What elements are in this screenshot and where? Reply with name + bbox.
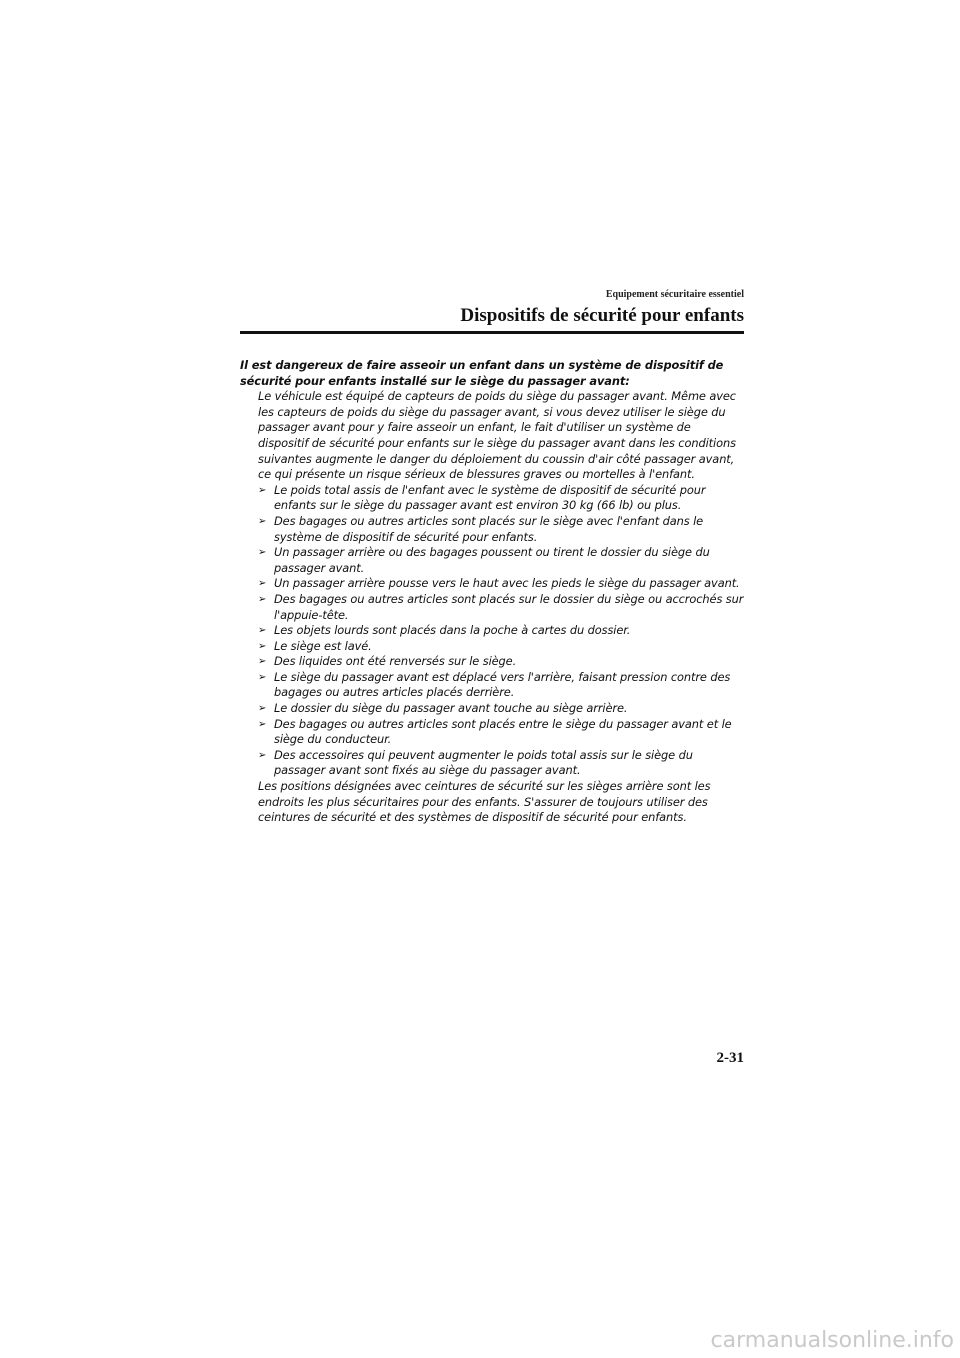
list-item-text: Des bagages ou autres articles sont placés sur le siège avec l'enfant dans le système de dispositif de sécurité pour enfants. (274, 513, 704, 544)
list-item-text: Les objets lourds sont placés dans la poche à cartes du dossier. (274, 623, 631, 638)
warning-closing: Les positions désignées avec ceintures de sécurité sur les sièges arrière sont les endroits les plus sécuritaires pour des enfants. S'assurer de toujours utiliser des ceintures de sécurité et des systèmes de dispositif de sécurité pour enfants. (258, 779, 711, 825)
list-item (258, 639, 744, 655)
list-item-text: Un passager arrière ou des bagages poussent ou tirent le dossier du siège du passager avant. (274, 545, 710, 575)
list-item-text: Le siège du passager avant est déplacé vers l'arrière, faisant pression contre des bagages ou autres articles placés derrière. (274, 669, 731, 700)
list-item-text: Des accessoires qui peuvent augmenter le poids total assis sur le siège du passager avant sont fixés au siège du passager avant. (274, 747, 693, 778)
list-item (258, 483, 744, 514)
list-item-text: Des bagages ou autres articles sont placés sur le dossier du siège ou accrochés sur l'appuie-tête. (274, 591, 744, 622)
list-item-text: Le dossier du siège du passager avant touche au siège arrière. (274, 701, 628, 716)
arrow-bullet-icon: ➢ (258, 656, 267, 668)
list-item-text: Un passager arrière pousse vers le haut avec les pieds le siège du passager avant. (274, 576, 740, 591)
list-item (258, 717, 744, 748)
warning-block (240, 358, 744, 826)
arrow-bullet-icon: ➢ (258, 593, 267, 605)
arrow-bullet-icon: ➢ (258, 484, 267, 496)
list-item (258, 545, 744, 576)
list-item-text: Des liquides ont été renversés sur le siège. (274, 654, 517, 669)
arrow-bullet-icon: ➢ (258, 578, 267, 590)
chapter-title: Dispositifs de sécurité pour enfants (460, 305, 744, 326)
arrow-bullet-icon: ➢ (258, 640, 267, 652)
arrow-bullet-icon: ➢ (258, 703, 267, 715)
list-item-text: Le poids total assis de l'enfant avec le système de dispositif de sécurité pour enfants sur le siège du passager avant est environ 30 kg (66 lb) ou plus. (274, 482, 706, 513)
page-number: 2-31 (716, 1050, 744, 1066)
list-item (258, 576, 744, 592)
list-item (258, 748, 744, 779)
arrow-bullet-icon: ➢ (258, 718, 267, 730)
header-divider (240, 331, 744, 334)
list-item (258, 654, 744, 670)
list-item-text: Le siège est lavé. (274, 638, 372, 653)
arrow-bullet-icon: ➢ (258, 625, 267, 637)
list-item-text: Des bagages ou autres articles sont placés entre le siège du passager avant et le siège du conducteur. (274, 716, 732, 747)
warning-heading: Il est dangereux de faire asseoir un enfant dans un système de dispositif de sécurité pour enfants installé sur le siège du passager avant: (240, 358, 724, 388)
list-item (258, 670, 744, 701)
condition-list (240, 483, 744, 779)
list-item (258, 514, 744, 545)
arrow-bullet-icon: ➢ (258, 749, 267, 761)
arrow-bullet-icon: ➢ (258, 671, 267, 683)
arrow-bullet-icon: ➢ (258, 515, 267, 527)
list-item (258, 701, 744, 717)
section-label: Equipement sécuritaire essentiel (605, 289, 744, 300)
watermark-link[interactable]: carmanualsonline.info (710, 1328, 954, 1353)
warning-intro: Le véhicule est équipé de capteurs de poids du siège du passager avant. Même avec les capteurs de poids du siège du passager avant, si vous devez utiliser le siège du passager avant pour y faire asseoir un enfant, le fait d'utiliser un système de dispositif de sécurité pour enfants sur le siège du passager avant dans les conditions suivantes augmente le danger du déploiement du coussin d'air côté passager avant, ce qui présente un risque sérieux de blessures graves ou mortelles à l'enfant. (258, 389, 736, 482)
page-header (240, 288, 744, 330)
arrow-bullet-icon: ➢ (258, 547, 267, 559)
list-item (258, 623, 744, 639)
list-item (258, 592, 744, 623)
